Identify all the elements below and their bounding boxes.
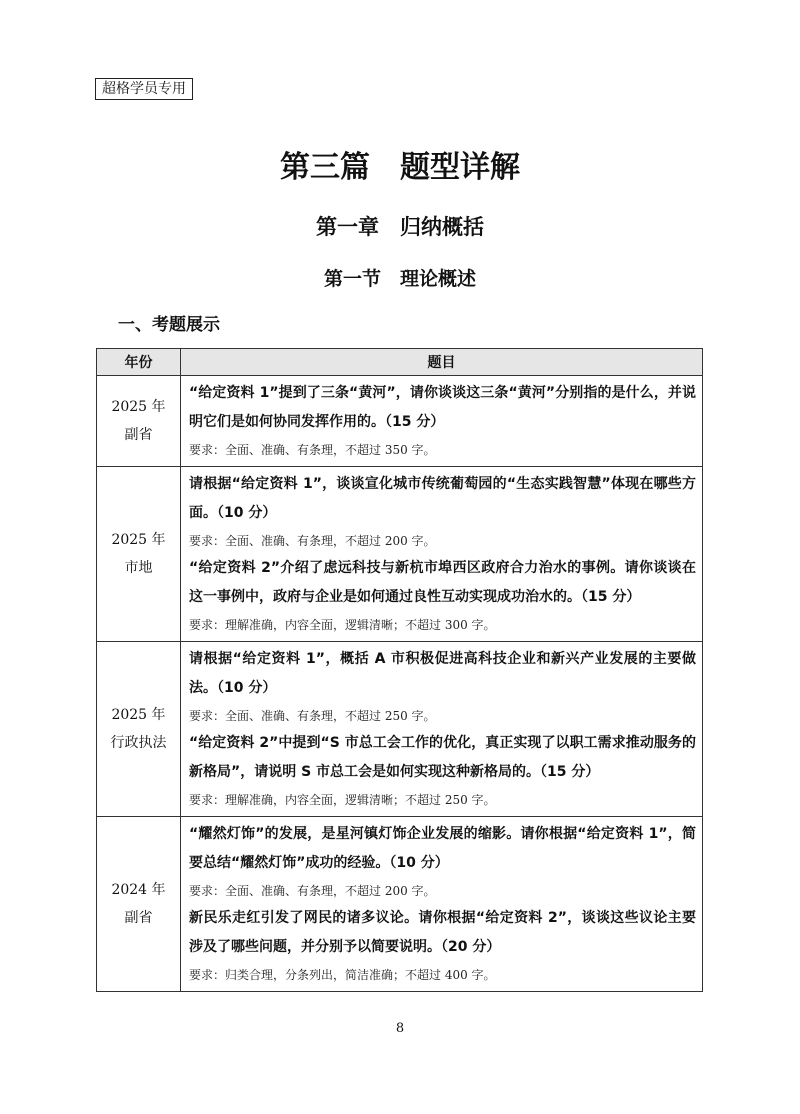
table-row [97,467,703,642]
year-label: 2024 年 [111,882,166,898]
header-year: 年份 [97,349,181,376]
question-requirement: 要求：全面、准确、有条理，不超过 200 字。 [189,534,436,548]
question-text: “给定资料 2”介绍了虑远科技与新杭市埠西区政府合力治水的事例。请你谈谈在这一事例中，政府与企业是如何通过良性互动实现成功治水的。（15 分） [189,560,696,605]
question-text: 请根据“给定资料 1”，谈谈宣化城市传统葡萄园的“生态实践智慧”体现在哪些方面。（10 分） [189,476,696,521]
restricted-badge: 超格学员专用 [95,78,193,100]
table-header-row [97,349,703,376]
chapter-title: 第一章 归纳概括 [316,215,484,239]
exam-questions-table [96,348,703,992]
question-requirement: 要求：理解准确，内容全面，逻辑清晰；不超过 250 字。 [189,793,496,807]
section-title: 第一节 理论概述 [323,268,476,290]
year-label: 2025 年 [111,532,166,548]
exam-type-label: 行政执法 [110,735,167,751]
table-row [97,642,703,817]
question-text: “耀然灯饰”的发展，是星河镇灯饰企业发展的缩影。请你根据“给定资料 1”，简要总结“耀然灯饰”成功的经验。（10 分） [189,826,696,871]
question-text: 新民乐走红引发了网民的诸多议论。请你根据“给定资料 2”，谈谈这些议论主要涉及了哪些问题，并分别予以简要说明。（20 分） [189,910,696,955]
year-cell [97,642,181,817]
year-label: 2025 年 [111,399,166,415]
question-requirement: 要求：全面、准确、有条理，不超过 250 字。 [189,709,436,723]
question-requirement: 要求：全面、准确、有条理，不超过 350 字。 [189,443,436,457]
question-text: “给定资料 2”中提到“S 市总工会工作的优化，真正实现了以职工需求推动服务的新格局”，请说明 S 市总工会是如何实现这种新格局的。（15 分） [189,735,696,780]
table-row [97,817,703,992]
year-cell [97,467,181,642]
table-row [97,376,703,467]
exam-type-label: 市地 [124,560,153,576]
part-title: 第三篇 题型详解 [280,150,520,185]
question-requirement: 要求：理解准确，内容全面，逻辑清晰；不超过 300 字。 [189,618,496,632]
year-cell [97,376,181,467]
question-cell [181,817,703,992]
question-requirement: 要求：全面、准确、有条理，不超过 200 字。 [189,884,436,898]
exam-type-label: 副省 [124,910,153,926]
subheading-exam-display: 一、考题展示 [118,315,220,335]
page-number: 8 [395,1021,405,1036]
question-cell [181,376,703,467]
question-requirement: 要求：归类合理，分条列出，简洁准确；不超过 400 字。 [189,968,496,982]
question-cell [181,467,703,642]
header-question: 题目 [181,349,703,376]
exam-type-label: 副省 [124,427,153,443]
question-text: 请根据“给定资料 1”，概括 A 市积极促进高科技企业和新兴产业发展的主要做法。（10 分） [189,651,696,696]
question-cell [181,642,703,817]
year-label: 2025 年 [111,707,166,723]
year-cell [97,817,181,992]
question-text: “给定资料 1”提到了三条“黄河”，请你谈谈这三条“黄河”分别指的是什么，并说明它们是如何协同发挥作用的。（15 分） [189,385,696,430]
